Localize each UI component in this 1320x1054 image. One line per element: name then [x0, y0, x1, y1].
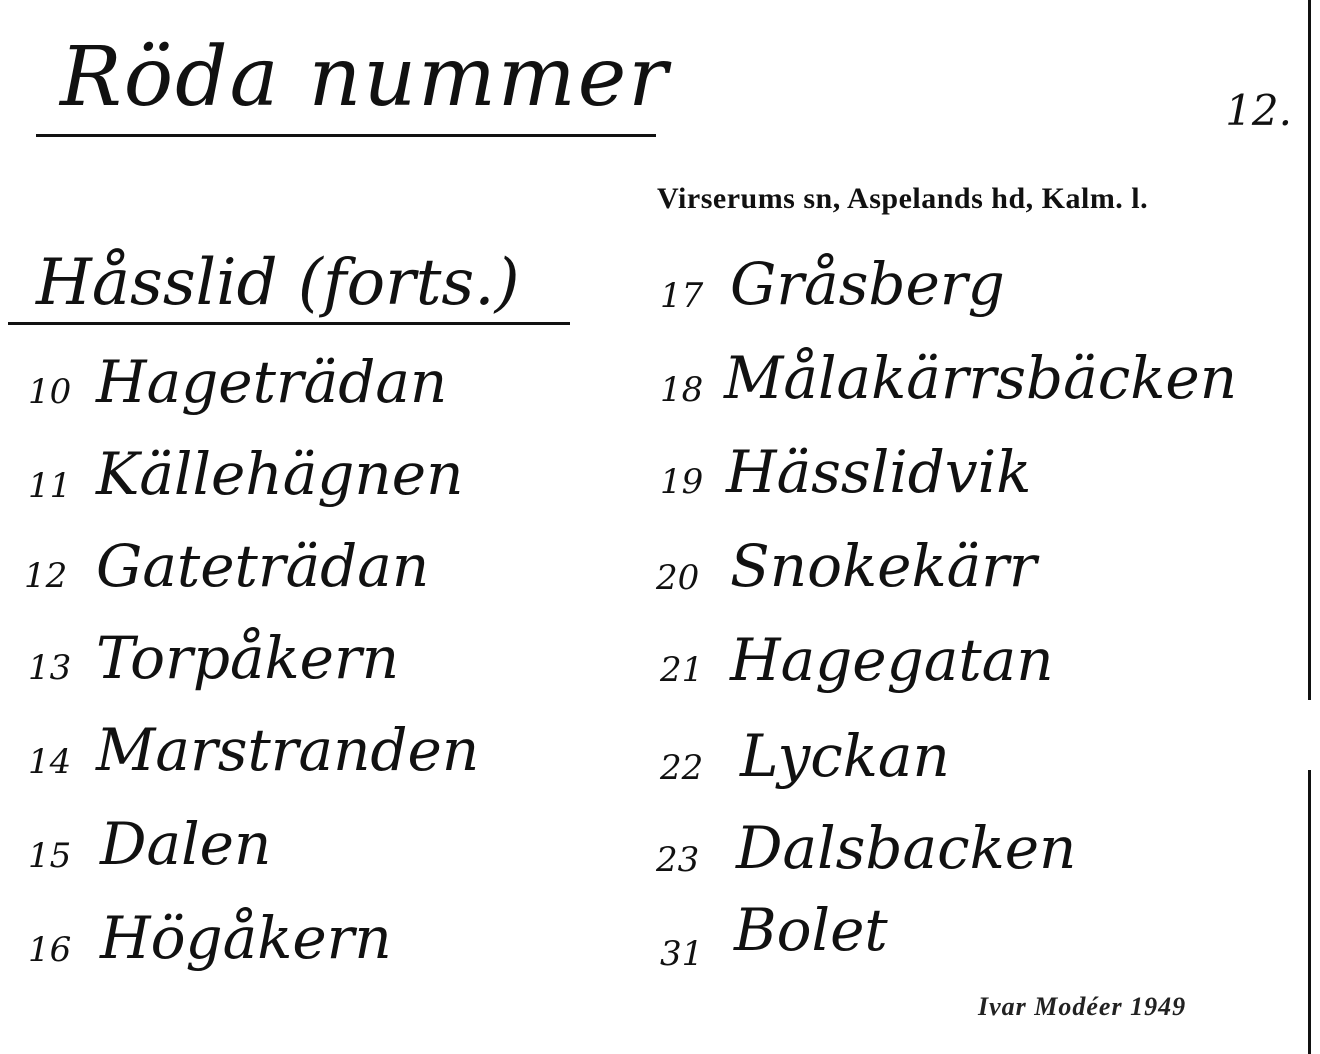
- entry-number: 12: [24, 556, 68, 596]
- entry-name: Lyckan: [740, 722, 950, 790]
- entry-number: 31: [660, 934, 704, 974]
- entry-number: 17: [660, 276, 704, 316]
- entry-name: Torpåkern: [96, 624, 400, 692]
- card-edge-line: [1308, 0, 1311, 700]
- entry-number: 14: [28, 742, 72, 782]
- entry-name: Gateträdan: [96, 532, 430, 600]
- entry-name: Hässlidvik: [726, 438, 1032, 506]
- entry-name: Målakärrsbäcken: [724, 344, 1238, 412]
- card-number: 12.: [1225, 86, 1292, 135]
- location-line: Virserums sn, Aspelands hd, Kalm. l.: [657, 182, 1149, 215]
- entry-name: Dalen: [100, 810, 272, 878]
- entry-number: 11: [28, 466, 72, 506]
- card-title: Röda nummer: [60, 30, 670, 125]
- entry-number: 10: [28, 372, 72, 412]
- entry-number: 21: [660, 650, 704, 690]
- title-underline: [36, 134, 656, 137]
- entry-name: Snokekärr: [730, 532, 1037, 600]
- entry-number: 13: [28, 648, 72, 688]
- entry-name: Högåkern: [100, 904, 392, 972]
- entry-number: 19: [660, 462, 704, 502]
- entry-name: Bolet: [734, 896, 888, 964]
- entry-number: 18: [660, 370, 704, 410]
- section-underline: [8, 322, 570, 325]
- entry-name: Dalsbacken: [736, 814, 1077, 882]
- entry-name: Gråsberg: [730, 250, 1005, 318]
- entry-number: 16: [28, 930, 72, 970]
- entry-name: Marstranden: [96, 716, 480, 784]
- entry-name: Hageträdan: [96, 348, 448, 416]
- card-edge-line-lower: [1308, 770, 1311, 1054]
- entry-number: 22: [660, 748, 704, 788]
- credit-line: Ivar Modéer 1949: [978, 992, 1187, 1021]
- entry-number: 15: [28, 836, 72, 876]
- entry-name: Källehägnen: [96, 440, 464, 508]
- entry-name: Hagegatan: [730, 626, 1054, 694]
- section-heading: Håsslid (forts.): [36, 246, 520, 320]
- entry-number: 20: [656, 558, 700, 598]
- entry-number: 23: [656, 840, 700, 880]
